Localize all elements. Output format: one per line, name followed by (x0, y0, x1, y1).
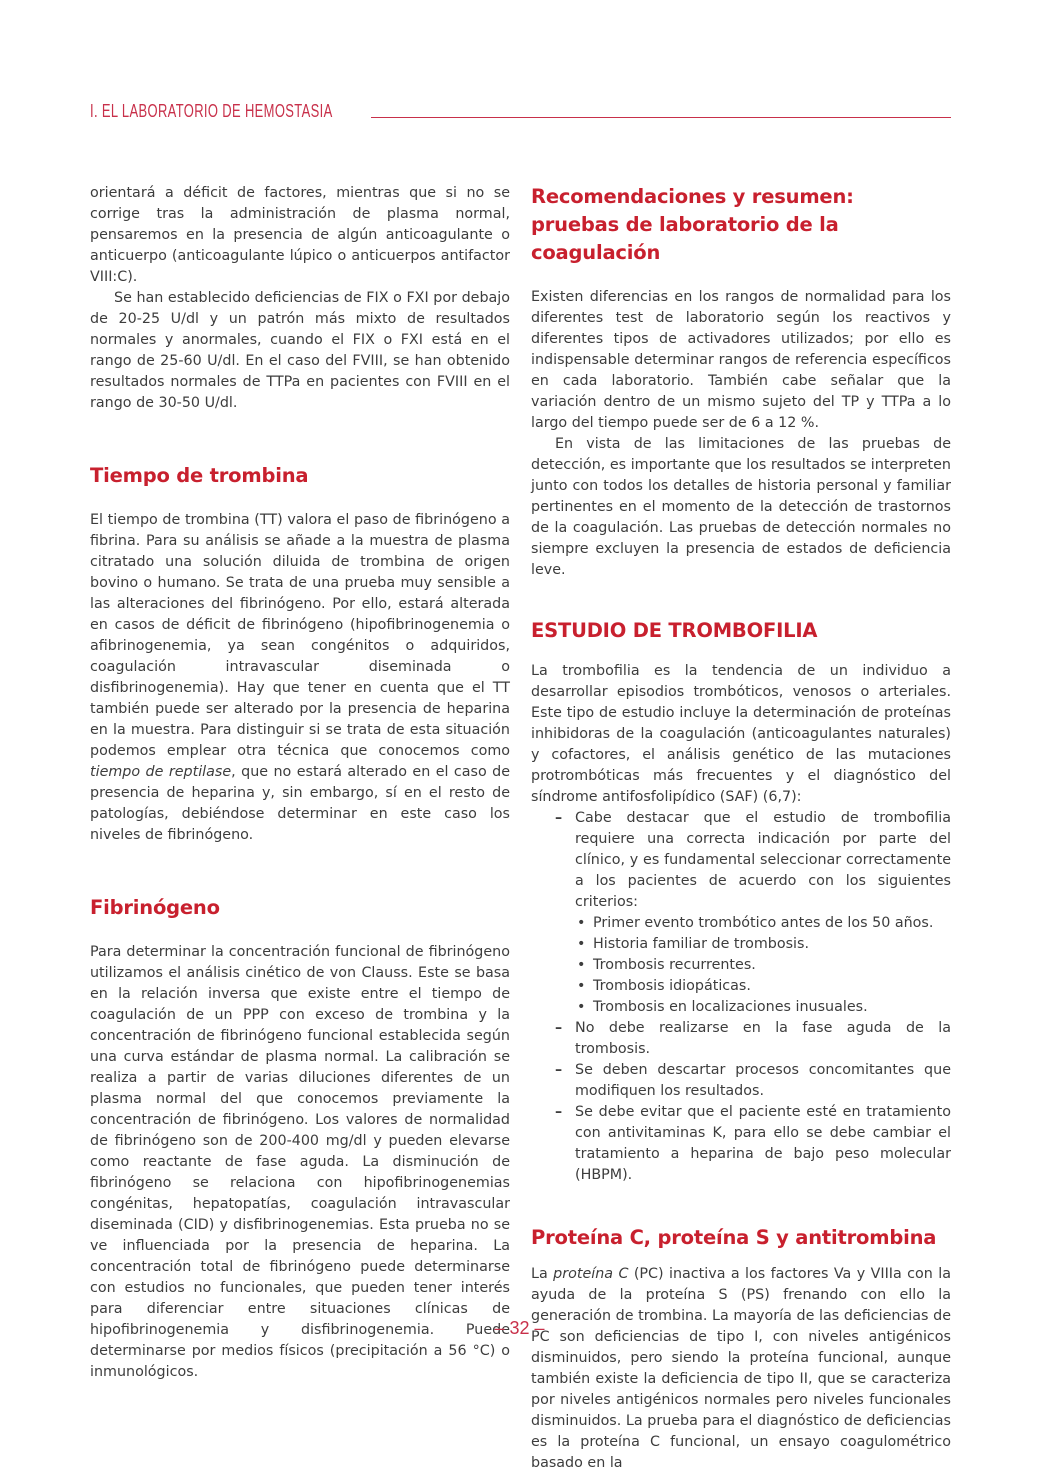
text-run: El tiempo de trombina (TT) valora el paso de fibrinógeno a fibrina. Para su análisis se añade a la muestra de plasma citratado una solución diluida de trombina de origen bovino o humano. Se trata de una prueba muy sensible a las alteraciones del fibrinógeno. Por ello, estará alterada en casos de déficit de fibrinógeno (hipofibrinogenemia o afibrinogenemia, ya sean congénitos o adquiridos, coagulación intravascular diseminada o disfibrinogenemia). Hay que tener en cuenta que el TT también puede ser alterado por la presencia de heparina en la muestra. Para distinguir si se trata de esta situación podemos emplear otra técnica que conocemos como (90, 512, 510, 759)
section-heading: Recomendaciones y resumen: pruebas de laboratorio de la coagulación (531, 185, 854, 264)
criteria-item: • Historia familiar de trombosis. (593, 934, 951, 955)
section-recommendations (531, 183, 951, 581)
right-column (531, 183, 951, 1474)
section-fibrinogen (90, 894, 510, 1383)
section-paragraph: La trombofilia es la tendencia de un individuo a desarrollar episodios trombóticos, venosos o arteriales. Este tipo de estudio incluye la determinación de proteínas inhibidoras de la coagulación (anticoagulantes naturales) y cofactores, el análisis genético de las mutaciones protrombóticas más frecuentes y el diagnóstico del síndrome antifosfolipídico (SAF) (6,7): (531, 663, 951, 805)
list-item-text: Cabe destacar que el estudio de trombofilia requiere una correcta indicación por parte del clínico, y es fundamental seleccionar correctamente a los pacientes de acuerdo con los siguientes criterios: (575, 810, 951, 910)
section-paragraph-1: Existen diferencias en los rangos de normalidad para los diferentes test de laboratorio según los reactivos y diferentes tipos de activadores utilizados; por ello es indispensable determinar rangos de referencia específicos en cada laboratorio. También cabe señalar que la variación dentro de un mismo sujeto del TP y TTPa a lo largo del tiempo puede ser de 6 a 12 %. (531, 289, 951, 431)
section-heading: Proteína C, proteína S y antitrombina (531, 1226, 937, 1249)
text-run: (PC) inactiva a los factores Va y VIIIa con la ayuda de la proteína S (PS) frenando con ello la generación de trombina. La mayoría de las deficiencias de PC son deficiencias de tipo I, con niveles antigénicos disminuidos, pero siendo la proteína funcional, aunque también existe la deficiencia de tipo II, que se caracteriza por niveles antigénicos normales pero niveles funcionales disminuidos. La prueba para el diagnóstico de deficiencias es la proteína C funcional, un ensayo coagulométrico basado en la (531, 1266, 951, 1471)
section-thrombin-time (90, 462, 510, 846)
section-thrombophilia (531, 617, 951, 1186)
text-run: , que no estará alterado en el caso de presencia de heparina y, sin embargo, sí en el resto de patologías, debiéndose determinar en este caso los niveles de fibrinógeno. (90, 764, 510, 843)
criteria-item: • Trombosis idiopáticas. (593, 976, 951, 997)
section-heading: Tiempo de trombina (90, 464, 309, 487)
dash-list-item: – Se debe evitar que el paciente esté en tratamiento con antivitaminas K, para ello se debe cambiar el tratamiento a heparina de bajo peso molecular (HBPM). (575, 1102, 951, 1186)
emphasized-term: tiempo de reptilase (90, 764, 232, 780)
dash-list (531, 808, 951, 1186)
section-paragraph-2: En vista de las limitaciones de las pruebas de detección, es importante que los resultados se interpreten junto con todos los detalles de historia personal y familiar pertinentes en el momento de la detección de trastornos de la coagulación. Las pruebas de detección normales no siempre excluyen la presencia de estados de deficiencia leve. (531, 436, 951, 578)
dash-list-item: – Se deben descartar procesos concomitantes que modifiquen los resultados. (575, 1060, 951, 1102)
section-proteins (531, 1224, 951, 1474)
section-paragraph (90, 510, 510, 846)
criteria-item: • Trombosis recurrentes. (593, 955, 951, 976)
criteria-list (575, 913, 951, 1018)
page-number: – 32 – (494, 1318, 545, 1338)
intro-paragraph-2: Se han establecido deficiencias de FIX o FXI por debajo de 20-25 U/dl y un patrón más mixto de resultados normales y anormales, cuando el FIX o FXI está en el rango de 25-60 U/dl. En el caso del FVIII, se han obtenido resultados normales de TTPa en pacientes con FVIII en el rango de 30-50 U/dl. (90, 290, 510, 411)
criteria-item: • Trombosis en localizaciones inusuales. (593, 997, 951, 1018)
criteria-item: • Primer evento trombótico antes de los 50 años. (593, 913, 951, 934)
dash-list-item: – No debe realizarse en la fase aguda de la trombosis. (575, 1018, 951, 1060)
section-heading: ESTUDIO DE TROMBOFILIA (531, 619, 818, 642)
running-header (90, 98, 951, 120)
left-column (90, 183, 510, 1383)
section-paragraph: Para determinar la concentración funcional de fibrinógeno utilizamos el análisis cinético de von Clauss. Este se basa en la relación inversa que existe entre el tiempo de coagulación de un PPP con exceso de trombina y la concentración de fibrinógeno funcional establecida según una curva estándar de plasma normal. La calibración se realiza a partir de varias diluciones diferentes de un plasma normal del que conocemos previamente la concentración de fibrinógeno. Los valores de normalidad de fibrinógeno son de 200-400 mg/dl y pueden elevarse como reactante de fase aguda. La disminución de fibrinógeno se relaciona con hipofibrinogenemias congénitas, hepatopatías, coagulación intravascular diseminada (CID) y disfibrinogenemias. Esta prueba no se ve influenciada por la presencia de heparina. La concentración total de fibrinógeno puede determinarse con estudios no funcionales, que pueden tener interés para diferenciar entre situaciones clínicas de hipofibrinogenemia y disfibrinogenemia. Puede determinarse por medios físicos (precipitación a 56 °C) o inmunológicos. (90, 944, 510, 1380)
section-paragraph (531, 1264, 951, 1474)
section-heading: Fibrinógeno (90, 896, 220, 919)
running-header-title: I. EL LABORATORIO DE HEMOSTASIA (90, 101, 333, 121)
intro-paragraph-1: orientará a déficit de factores, mientras que si no se corrige tras la administración de plasma normal, pensaremos en la presencia de algún anticoagulante o anticuerpo (anticoagulante lúpico o anticuerpos antifactor VIII:C). (90, 185, 510, 285)
header-rule (371, 117, 951, 118)
text-run: La (531, 1266, 554, 1282)
emphasized-term: proteína C (553, 1266, 629, 1282)
dash-list-item (575, 808, 951, 1018)
